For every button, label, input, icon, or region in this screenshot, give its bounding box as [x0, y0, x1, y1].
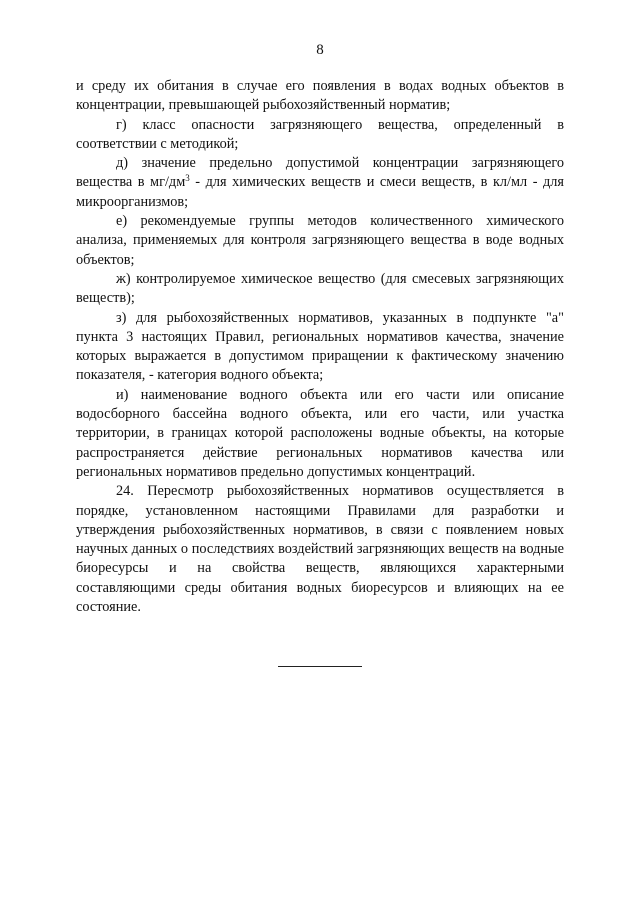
list-item-z: з) для рыбохозяйственных нормативов, указанных в подпункте "а" пункта 3 настоящих Правил, региональных нормативов качества, значение которых выражается в допустимом приращении к фактическому значению показателя, - категория водного объекта;	[76, 309, 564, 384]
paragraph-continuation: и среду их обитания в случае его появления в водах водных объектов в концентрации, превышающей рыбохозяйственный норматив;	[76, 78, 564, 114]
superscript-exponent: 3	[185, 173, 190, 184]
page-number: 8	[316, 42, 324, 58]
list-item-i: и) наименование водного объекта или его части или описание водосборного бассейна водного объекта, или его части, или участка территории, в границах которой расположены водные объекты, на которые распространяется действие региональных нормативов качества или региональных нормативов предельно допустимых концентраций.	[76, 386, 564, 480]
list-item-d-text: д) значение предельно допустимой концентрации загрязняющего вещества в мг/дм	[76, 155, 564, 191]
list-item-zh: ж) контролируемое химическое вещество (для смесевых загрязняющих веществ);	[76, 270, 564, 307]
clause-24: 24. Пересмотр рыбохозяйственных нормативов осуществляется в порядке, установленном настоящими Правилами для разработки и утверждения рыбохозяйственных нормативов, в связи с появлением новых научных данных о последствиях воздействий загрязняющих веществ на водные биоресурсы и на свойства веществ, являющихся характерными составляющими среды обитания водных биоресурсов и влияющих на ее состояние.	[76, 483, 564, 616]
list-item-g: г) класс опасности загрязняющего вещества, определенный в соответствии с методикой;	[76, 116, 564, 152]
list-item-e: е) рекомендуемые группы методов количественного химического анализа, применяемых для контроля загрязняющего вещества в воде водных объектов;	[76, 213, 564, 268]
list-item-d-text-rest: - для химических веществ и смеси веществ, в кл/мл - для микроорганизмов;	[76, 174, 564, 210]
document-body	[76, 77, 564, 617]
end-divider-line	[278, 666, 362, 667]
list-item-d	[76, 154, 564, 212]
